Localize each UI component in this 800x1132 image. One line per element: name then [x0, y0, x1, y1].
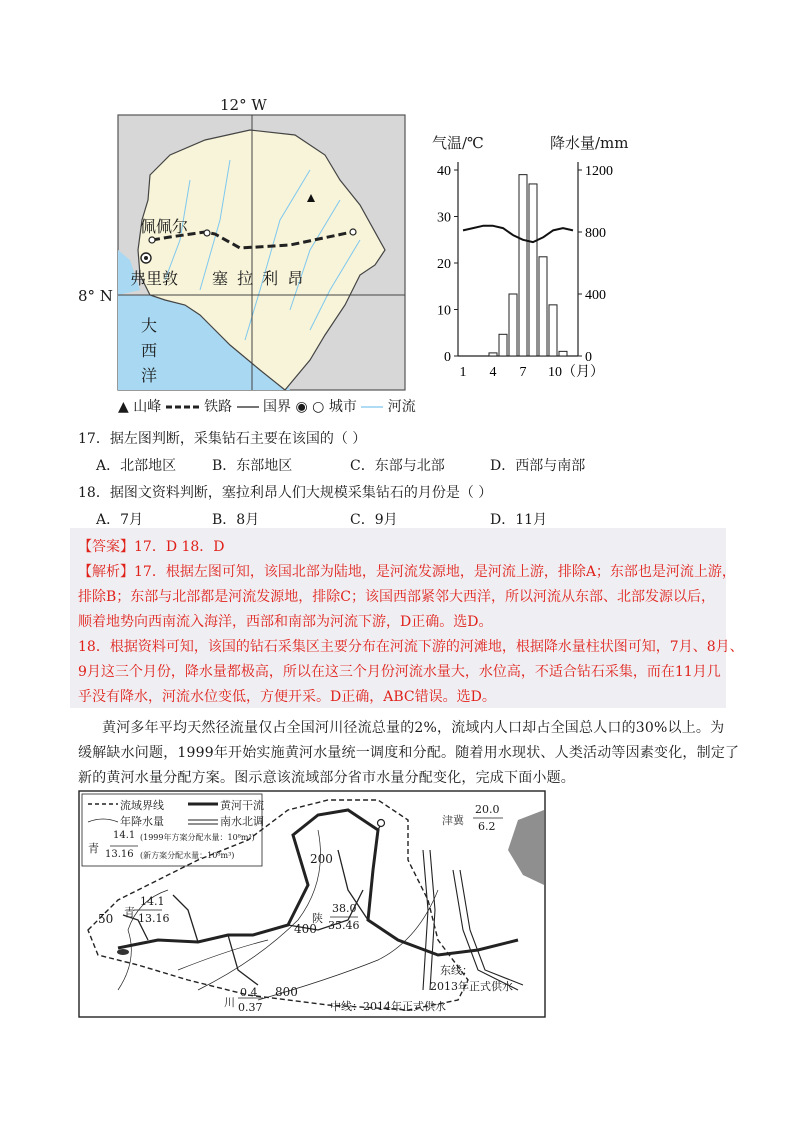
analysis-line-3: 顺着地势向西南流入海洋，西部和南部为河流下游，D正确。选D。 — [78, 614, 493, 630]
temp-axis-title: 气温/℃ — [432, 134, 484, 152]
qing-bottom: 13.16 — [138, 912, 170, 925]
ocean-label-3: 洋 — [141, 366, 158, 385]
temp-tick-label: 0 — [444, 350, 451, 365]
legend-railway: 铁路 — [204, 399, 233, 415]
analysis-line-4: 18．根据资料可知，该国的钻石采集区主要分布在河流下游的河滩地，根据降水量柱状图可知，7月、8月、 — [78, 639, 744, 655]
precip-tick-label: 0 — [585, 350, 592, 365]
month-tick-label: 4 — [489, 365, 497, 380]
analysis-line-1 — [78, 561, 736, 581]
precip-tick-label: 1200 — [585, 164, 613, 179]
legend-basin-label: 流域界线 — [120, 799, 164, 812]
east-line-label: 东线： — [440, 964, 473, 977]
passage-line-2: 缓解缺水问题，1999年开始实施黄河水量统一调度和分配。随着用水现状、人类活动等因素变化，制定了 — [78, 745, 740, 761]
city-pepel-label: 佩佩尔 — [140, 217, 189, 236]
legend-example-bottom: 13.16 — [105, 849, 134, 860]
answer-text: 17．D 18．D — [134, 539, 225, 555]
answer-line — [78, 536, 225, 556]
answer-tag: 【答案】 — [78, 539, 134, 555]
city-freetown-label: 弗里敦 — [130, 269, 179, 288]
legend-river-label: 黄河干流 — [220, 799, 264, 812]
east-line-year: 2013年正式供水 — [430, 980, 513, 993]
q18-option-d: D．11月 — [490, 512, 548, 528]
analysis-line-6: 乎没有降水，河流水位变低，方便开采。D正确，ABC错误。选D。 — [78, 689, 496, 705]
temp-tick-label: 10 — [437, 303, 451, 319]
precip-tick-label: 400 — [585, 288, 606, 303]
month-tick-label: 10（月） — [548, 365, 604, 380]
q17-option-a: A．北部地区 — [96, 458, 177, 474]
temp-tick-label: 30 — [437, 210, 451, 226]
shaan-top: 38.0 — [332, 902, 357, 915]
chuan-bottom: 0.37 — [238, 1001, 263, 1014]
jinji-label: 津冀 — [442, 814, 464, 827]
shaan-bottom: 35.46 — [328, 919, 360, 932]
question-18: 18．据图文资料判断，塞拉利昂人们大规模采集钻石的月份是（ ） — [78, 485, 493, 501]
precip-bar — [559, 351, 567, 356]
legend-note-1: (1999年方案分配水量：10⁸m³) — [140, 833, 255, 842]
q18-option-c: C．9月 — [350, 512, 398, 528]
chuan-top: 0.4 — [240, 986, 258, 999]
precip-axis-title: 降水量/mm — [550, 134, 629, 152]
question-17: 17．据左图判断，采集钻石主要在该国的（ ） — [78, 431, 367, 447]
map1-legend — [118, 396, 416, 416]
climate-chart — [428, 128, 628, 388]
middle-line-label: 中线：2014年正式供水 — [330, 1000, 446, 1013]
analysis-line-2: 排除B；东部与北部都是河流发源地，排除C；该国西部紧邻大西洋，所以河流从东部、北部发源以后， — [78, 589, 715, 605]
legend-example-top: 14.1 — [113, 830, 136, 841]
month-tick-label: 7 — [519, 365, 527, 380]
legend-border: 国界 — [263, 399, 292, 415]
precip-bar — [539, 257, 547, 356]
isohyet-800: 800 — [275, 985, 298, 999]
temperature-curve — [463, 226, 573, 242]
q17-option-c: C．东部与北部 — [350, 458, 445, 474]
legend-precip-label: 年降水量 — [120, 815, 164, 828]
legend-city: 城市 — [328, 399, 357, 415]
passage-line-3: 新的黄河水量分配方案。图示意该流域部分省市水量分配变化，完成下面小题。 — [78, 770, 575, 786]
precip-bar — [529, 184, 537, 356]
shaan-label: 陕 — [312, 912, 323, 925]
temp-tick-label: 20 — [437, 257, 451, 272]
legend-river: 河流 — [387, 399, 416, 415]
precip-bar — [509, 294, 517, 356]
river-legend-icon — [361, 403, 383, 411]
analysis-tag: 【解析】 — [78, 564, 134, 580]
city-legend-icon: ◉ ○ — [295, 399, 325, 415]
analysis-line-5: 9月这三个月份，降水量都极高，所以在这三个月份河流水量大，水位高，不适合钻石采集，而在11月几 — [78, 664, 721, 680]
city-pepel-marker — [149, 237, 155, 243]
precip-bar — [489, 353, 497, 356]
isohyet-400: 400 — [294, 922, 317, 936]
ocean-label-2: 西 — [141, 341, 158, 360]
precip-bar — [499, 334, 507, 356]
precip-bar — [549, 305, 557, 356]
passage-line-1: 黄河多年平均天然径流量仅占全国河川径流总量的2%，流域内人口却占全国总人口的30%以上。为 — [102, 720, 725, 736]
q18-option-b: B．8月 — [212, 512, 260, 528]
temp-tick-label: 40 — [437, 164, 451, 179]
precip-bar — [519, 175, 527, 356]
analysis-text-1: 17．根据左图可知，该国北部为陆地，是河流发源地，是河流上游，排除A；东部也是河流上游， — [134, 564, 736, 580]
jinji-bottom: 6.2 — [478, 820, 496, 833]
isohyet-200: 200 — [310, 852, 333, 866]
qing-label: 青 — [124, 906, 135, 919]
map1-lat-label: 8° N — [78, 287, 113, 305]
isohyet-50: 50 — [98, 912, 114, 926]
q17-option-b: B．东部地区 — [212, 458, 293, 474]
country-label: 塞 拉 利 昂 — [212, 269, 306, 288]
precip-tick-label: 800 — [585, 226, 606, 241]
legend-example-prov: 青 — [88, 842, 99, 855]
q17-option-d: D．西部与南部 — [490, 458, 586, 474]
qing-top: 14.1 — [140, 895, 165, 908]
map1-lon-label: 12° W — [220, 96, 267, 114]
legend-note-2: (新方案分配水量：10⁸m³) — [140, 851, 235, 860]
legend-transfer-label: 南水北调 — [220, 815, 264, 828]
ocean-label-1: 大 — [141, 316, 158, 335]
railway-legend-icon — [166, 403, 200, 411]
legend-peak: 山峰 — [133, 399, 162, 415]
month-tick-label: 1 — [459, 365, 467, 380]
jinji-top: 20.0 — [475, 803, 500, 816]
border-legend-icon — [237, 403, 259, 411]
peak-legend-icon: ▲ — [118, 399, 129, 415]
q18-option-a: A．7月 — [96, 512, 144, 528]
chuan-label: 川 — [224, 996, 235, 1009]
